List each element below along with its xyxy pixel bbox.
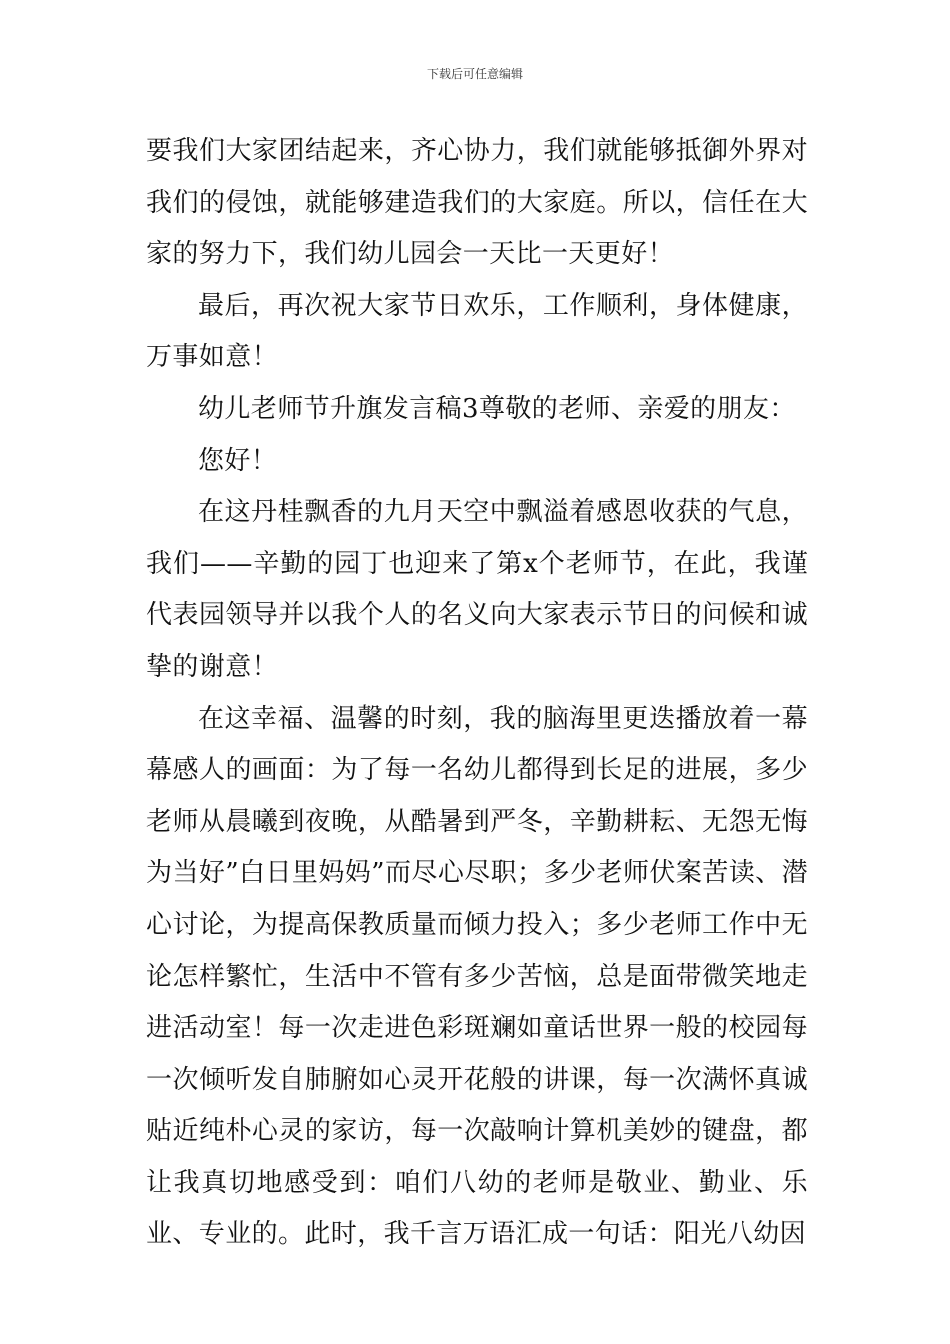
paragraph-1: 要我们大家团结起来，齐心协力，我们就能够抵御外界对我们的侵蚀，就能够建造我们的大家庭。所以，信任在大家的努力下，我们幼儿园会一天比一天更好！: [146, 136, 808, 270]
page-header-note: 下载后可任意编辑: [426, 67, 523, 81]
paragraph-2: 最后，再次祝大家节日欢乐，工作顺利，身体健康，万事如意！: [146, 290, 808, 373]
paragraph-6: 在这幸福、温馨的时刻，我的脑海里更迭播放着一幕幕感人的画面：为了每一名幼儿都得到长足的进展，多少老师从晨曦到夜晚，从酷暑到严冬，辛勤耕耘、无怨无悔为当好”白日里妈妈”而尽心尽职；多少老师伏案苦读、潜心讨论，为提高保教质量而倾力投入；多少老师工作中无论怎样繁忙，生活中不管有多少苦恼，总是面带微笑地走进活动室！每一次走进色彩斑斓如童话世界一般的校园每一次倾听发自肺腑如心灵开花般的讲课，每一次满怀真诚贴近纯朴心灵的家访，每一次敲响计算机美妙的键盘，都让我真切地感受到：咱们八幼的老师是敬业、勤业、乐业、专业的。此时，我千言万语汇成一句话：阳光八幼因: [146, 703, 808, 1250]
document-body: [146, 126, 808, 1261]
paragraph-4: 您好！: [198, 445, 278, 476]
paragraph-3: 幼儿老师节升旗发言稿3尊敬的老师、亲爱的朋友：: [198, 393, 796, 424]
paragraph-5: 在这丹桂飘香的九月天空中飘溢着感恩收获的气息，我们——辛勤的园丁也迎来了第x个老师节，在此，我谨代表园领导并以我个人的名义向大家表示节日的问候和诚挚的谢意！: [146, 497, 808, 682]
